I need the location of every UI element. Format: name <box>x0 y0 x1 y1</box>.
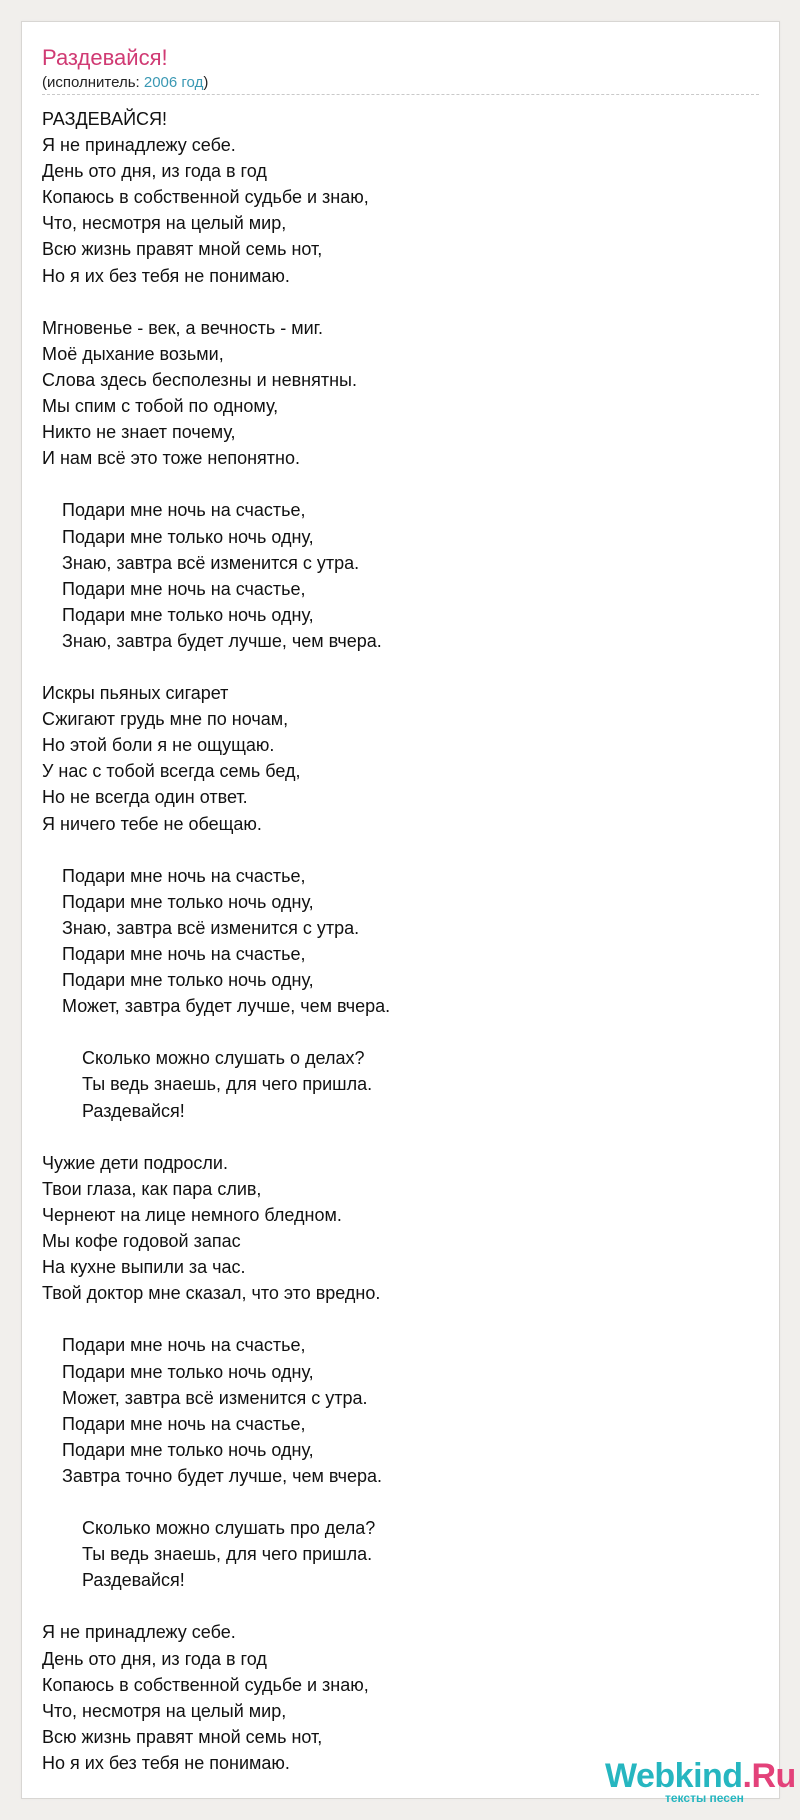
lyric-line: Подари мне только ночь одну, <box>42 1361 314 1382</box>
lyric-line: Сколько можно слушать о делах? <box>42 1048 365 1069</box>
meta-prefix: (исполнитель: <box>42 74 144 91</box>
lyric-line: Чернеют на лице немного бледном. <box>42 1204 342 1225</box>
lyrics-text <box>42 106 722 1776</box>
lyric-line: Подари мне ночь на счастье, <box>42 865 306 886</box>
watermark-brand-main: Webkind <box>605 1757 743 1795</box>
lyric-line: Подари мне ночь на счастье, <box>42 578 306 599</box>
lyric-line: Знаю, завтра всё изменится с утра. <box>42 552 360 573</box>
lyric-line: Подари мне только ночь одну, <box>42 526 314 547</box>
lyric-line: Сколько можно слушать про дела? <box>42 1518 376 1539</box>
dashed-divider <box>42 94 759 95</box>
lyric-line: На кухне выпили за час. <box>42 1257 246 1278</box>
lyric-line <box>42 654 722 680</box>
lyric-line: Но я их без тебя не понимаю. <box>42 1752 290 1773</box>
lyric-line: Твои глаза, как пара слив, <box>42 1178 262 1199</box>
lyric-line <box>42 1124 722 1150</box>
lyric-line: Раздевайся! <box>42 1100 185 1121</box>
lyric-line: Что, несмотря на целый мир, <box>42 1700 287 1721</box>
lyric-line: Может, завтра будет лучше, чем вчера. <box>42 996 391 1017</box>
lyric-line <box>42 1489 722 1515</box>
lyric-line: Чужие дети подросли. <box>42 1152 228 1173</box>
webkind-watermark <box>603 1756 796 1816</box>
song-meta <box>42 73 208 93</box>
lyric-line: Подари мне только ночь одну, <box>42 604 314 625</box>
lyric-line <box>42 837 722 863</box>
lyric-line: У нас с тобой всегда семь бед, <box>42 761 301 782</box>
lyric-line: Копаюсь в собственной судьбе и знаю, <box>42 1674 369 1695</box>
lyric-line: Никто не знает почему, <box>42 422 236 443</box>
lyric-line: Может, завтра всё изменится с утра. <box>42 1387 368 1408</box>
lyric-line: Знаю, завтра всё изменится с утра. <box>42 917 360 938</box>
lyric-line <box>42 1593 722 1619</box>
lyric-line: Моё дыхание возьми, <box>42 343 224 364</box>
lyric-line: Ты ведь знаешь, для чего пришла. <box>42 1074 373 1095</box>
lyric-line: Мы спим с тобой по одному, <box>42 396 279 417</box>
lyric-line <box>42 289 722 315</box>
lyric-line <box>42 1306 722 1332</box>
lyric-line: Сжигают грудь мне по ночам, <box>42 709 289 730</box>
lyric-line: Ты ведь знаешь, для чего пришла. <box>42 1544 373 1565</box>
lyric-line: Знаю, завтра будет лучше, чем вчера. <box>42 630 382 651</box>
lyric-line: Подари мне только ночь одну, <box>42 891 314 912</box>
lyric-line: Но я их без тебя не понимаю. <box>42 265 290 286</box>
lyrics-card <box>21 21 796 1805</box>
lyric-line: Но не всегда один ответ. <box>42 787 248 808</box>
lyric-line: Слова здесь бесполезны и невнятны. <box>42 369 357 390</box>
lyric-line: Твой доктор мне сказал, что это вредно. <box>42 1283 381 1304</box>
lyric-line: Что, несмотря на целый мир, <box>42 213 287 234</box>
lyric-line: РАЗДЕВАЙСЯ! <box>42 109 168 129</box>
lyric-line: Подари мне ночь на счастье, <box>42 500 306 521</box>
lyric-line: Подари мне ночь на счастье, <box>42 1413 306 1434</box>
lyric-line <box>42 471 722 497</box>
lyric-line: Подари мне ночь на счастье, <box>42 944 306 964</box>
lyric-line: Мгновенье - век, а вечность - миг. <box>42 317 323 338</box>
lyric-line: Подари мне ночь на счастье, <box>42 1335 306 1356</box>
lyric-line: Искры пьяных сигарет <box>42 683 229 704</box>
watermark-brand-tld: .Ru <box>742 1757 796 1795</box>
lyric-line: Подари мне только ночь одну, <box>42 970 314 991</box>
lyric-line: Я ничего тебе не обещаю. <box>42 813 262 834</box>
lyric-line: День ото дня, из года в год <box>42 1648 267 1669</box>
lyric-line: Завтра точно будет лучше, чем вчера. <box>42 1465 383 1486</box>
lyric-line: Я не принадлежу себе. <box>42 1622 236 1643</box>
lyric-line: Копаюсь в собственной судьбе и знаю, <box>42 187 369 208</box>
lyric-line: День ото дня, из года в год <box>42 161 267 182</box>
lyric-line: И нам всё это тоже непонятно. <box>42 448 300 469</box>
lyric-line: Подари мне только ночь одну, <box>42 1439 314 1460</box>
lyric-line: Всю жизнь правят мной семь нот, <box>42 239 323 260</box>
watermark-subtitle: тексты песен <box>665 1791 744 1805</box>
year-link[interactable]: 2006 год <box>143 74 204 91</box>
song-title: Раздевайся! <box>42 45 168 70</box>
lyric-line: Всю жизнь правят мной семь нот, <box>42 1726 323 1747</box>
watermark-logo <box>605 1756 796 1796</box>
lyric-line: Я не принадлежу себе. <box>42 135 236 156</box>
lyric-line: Мы кофе годовой запас <box>42 1231 241 1252</box>
lyric-line: Раздевайся! <box>42 1570 185 1591</box>
lyric-line <box>42 1019 722 1045</box>
meta-suffix: ) <box>203 74 209 91</box>
lyric-line: Но этой боли я не ощущаю. <box>42 735 275 756</box>
